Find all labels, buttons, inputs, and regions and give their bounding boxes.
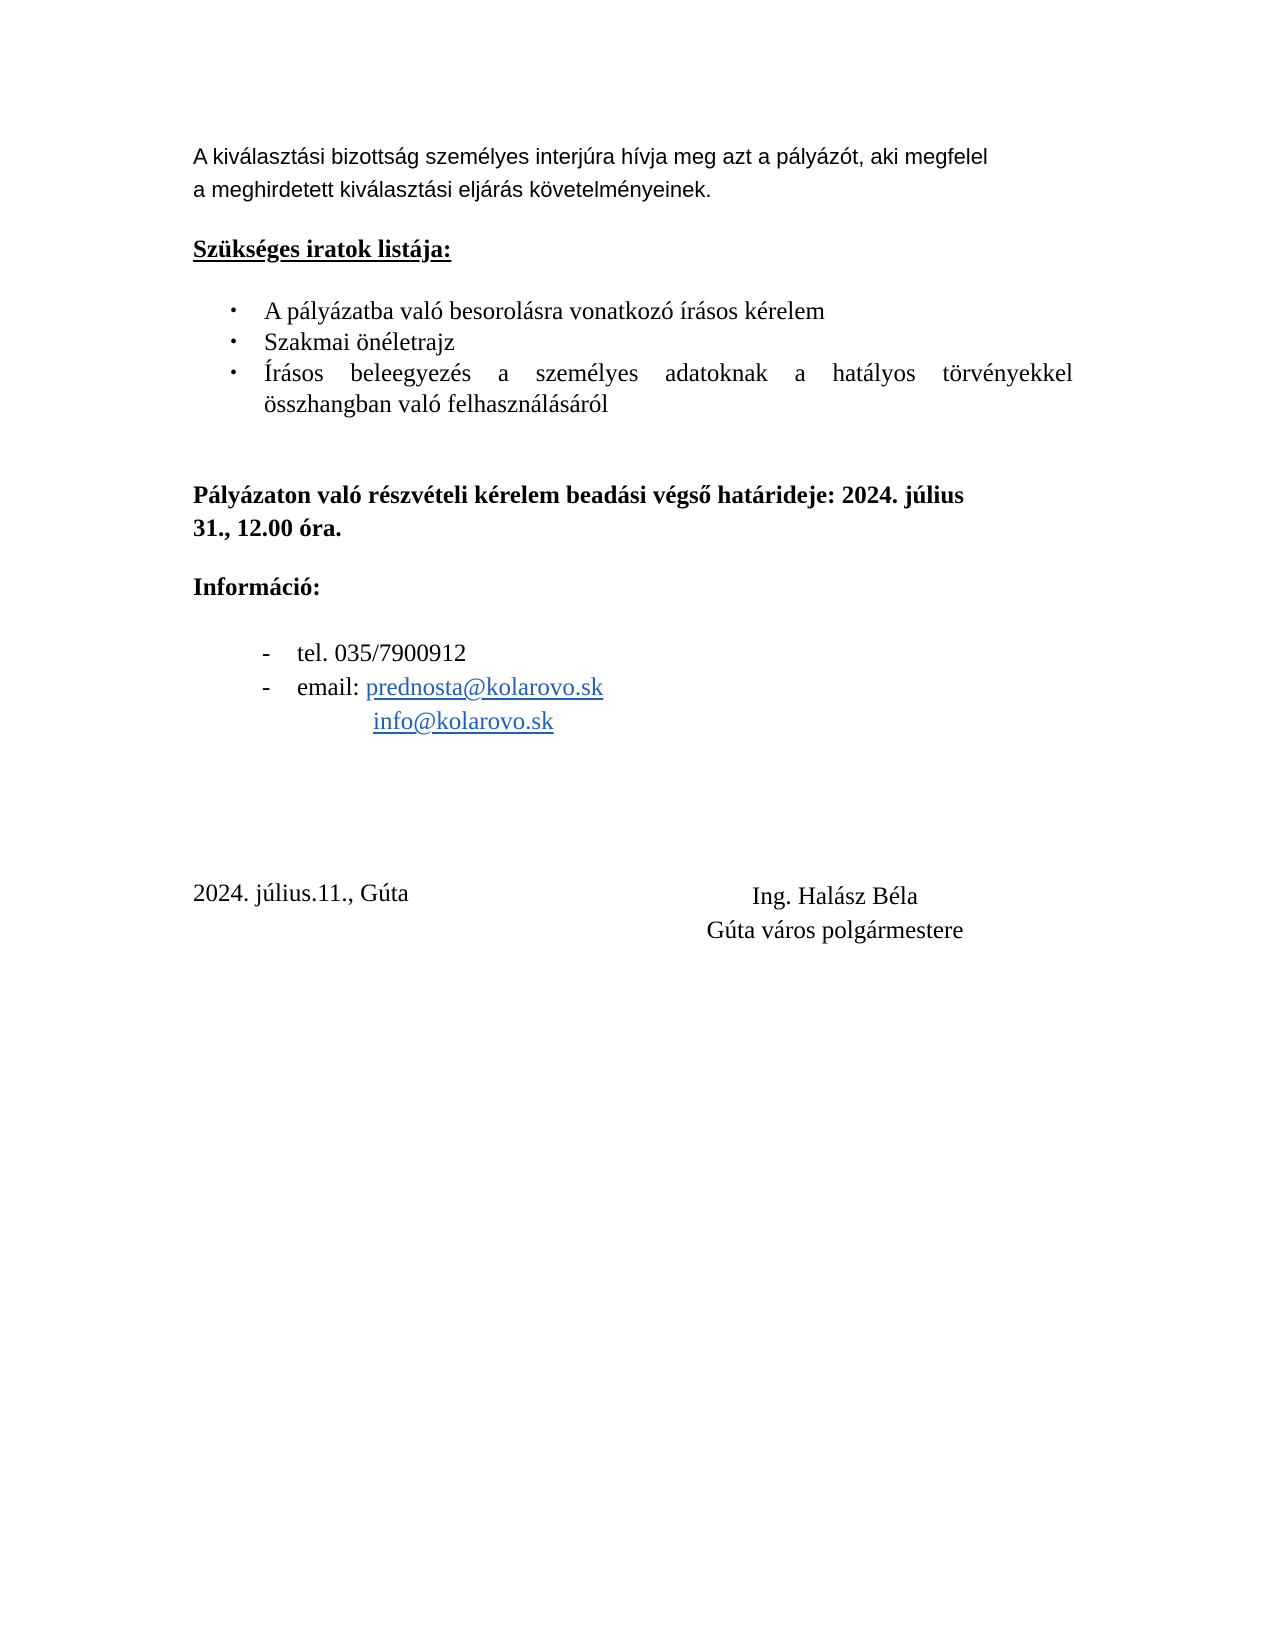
dash-marker: - bbox=[262, 674, 271, 701]
bullet-icon: • bbox=[230, 362, 238, 384]
email-link-info[interactable]: info@kolarovo.sk bbox=[373, 708, 554, 735]
intro-line-2: a meghirdetett kiválasztási eljárás követelményeinek. bbox=[193, 177, 712, 202]
deadline-line-1: Pályázaton való részvételi kérelem beadási végső határideje: 2024. július bbox=[193, 482, 964, 509]
deadline-notice bbox=[193, 479, 1073, 545]
dash-marker: - bbox=[262, 640, 271, 667]
phone-text: tel. 035/7900912 bbox=[297, 640, 467, 667]
list-item bbox=[193, 358, 1073, 420]
bullet-icon: • bbox=[230, 331, 238, 353]
deadline-line-2: 31., 12.00 óra. bbox=[193, 515, 342, 542]
place-and-date: 2024. július.11., Gúta bbox=[193, 880, 409, 907]
signature-block bbox=[690, 880, 980, 948]
requirements-list bbox=[193, 296, 1073, 420]
intro-line-1: A kiválasztási bizottság személyes interjúra hívja meg azt a pályázót, aki megfelel bbox=[193, 144, 988, 169]
list-item bbox=[193, 327, 1073, 358]
signer-title: Gúta város polgármestere bbox=[706, 917, 964, 944]
bullet-icon: • bbox=[230, 300, 238, 322]
list-item-text: Szakmai önéletrajz bbox=[264, 329, 455, 356]
list-item-text: Írásos beleegyezés a személyes adatoknak a hatályos törvényekkel bbox=[264, 360, 1073, 387]
email-label: email: bbox=[297, 674, 360, 701]
email-row bbox=[297, 671, 603, 705]
signer-name: Ing. Halász Béla bbox=[752, 883, 918, 910]
info-heading: Információ: bbox=[193, 574, 321, 601]
intro-paragraph bbox=[193, 140, 1083, 206]
list-item-text: A pályázatba való besorolásra vonatkozó írásos kérelem bbox=[264, 298, 825, 325]
list-item bbox=[193, 296, 1073, 327]
email-link-prednosta[interactable]: prednosta@kolarovo.sk bbox=[365, 674, 604, 701]
requirements-heading: Szükséges iratok listája: bbox=[193, 236, 452, 263]
list-item-text-continued: összhangban való felhasználásáról bbox=[264, 391, 609, 418]
